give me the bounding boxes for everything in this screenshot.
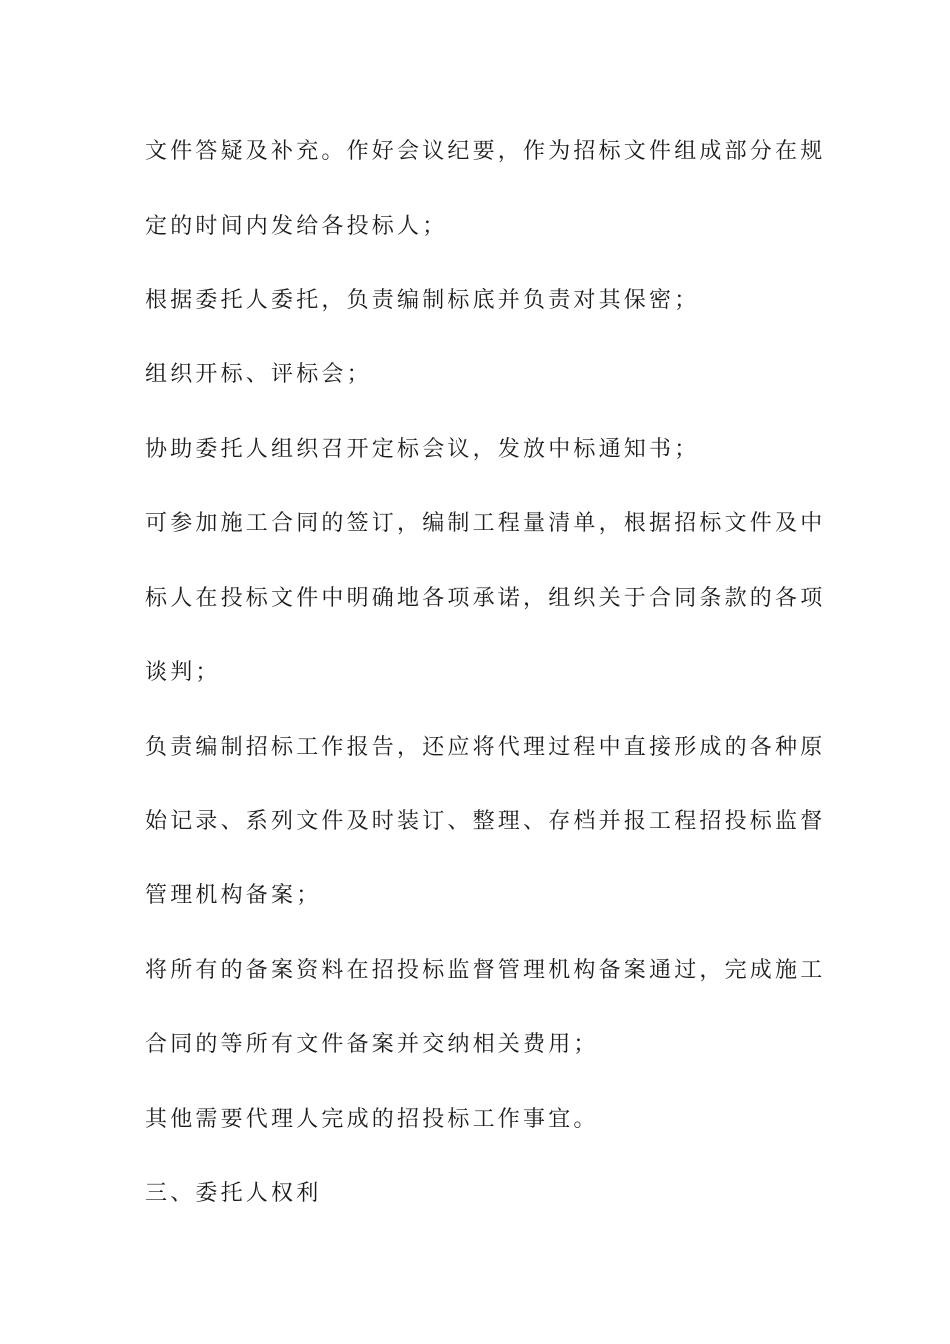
- text-line: 将所有的备案资料在招投标监督管理机构备案通过，完成施工: [145, 958, 826, 983]
- text-line: 管理机构备案；: [145, 883, 322, 908]
- text-line: 负责编制招标工作报告，还应将代理过程中直接形成的各种原: [145, 735, 826, 760]
- text-line: 可参加施工合同的签订，编制工程量清单，根据招标文件及中: [145, 511, 826, 536]
- text-line: 标人在投标文件中明确地各项承诺，组织关于合同条款的各项: [145, 586, 826, 611]
- text-line: 始记录、系列文件及时装订、整理、存档并报工程招投标监督: [145, 809, 826, 834]
- text-line: 协助委托人组织召开定标会议，发放中标通知书；: [145, 437, 700, 462]
- text-line: 其他需要代理人完成的招投标工作事宜。: [145, 1107, 599, 1132]
- text-line: 组织开标、评标会；: [145, 362, 372, 387]
- section-heading: 三、委托人权利: [145, 1181, 322, 1206]
- text-line: 定的时间内发给各投标人；: [145, 214, 448, 239]
- text-line: 谈判；: [145, 660, 221, 685]
- text-line: 文件答疑及补充。作好会议纪要，作为招标文件组成部分在规: [145, 139, 826, 164]
- text-line: 合同的等所有文件备案并交纳相关费用；: [145, 1032, 599, 1057]
- text-line: 根据委托人委托，负责编制标底并负责对其保密；: [145, 288, 700, 313]
